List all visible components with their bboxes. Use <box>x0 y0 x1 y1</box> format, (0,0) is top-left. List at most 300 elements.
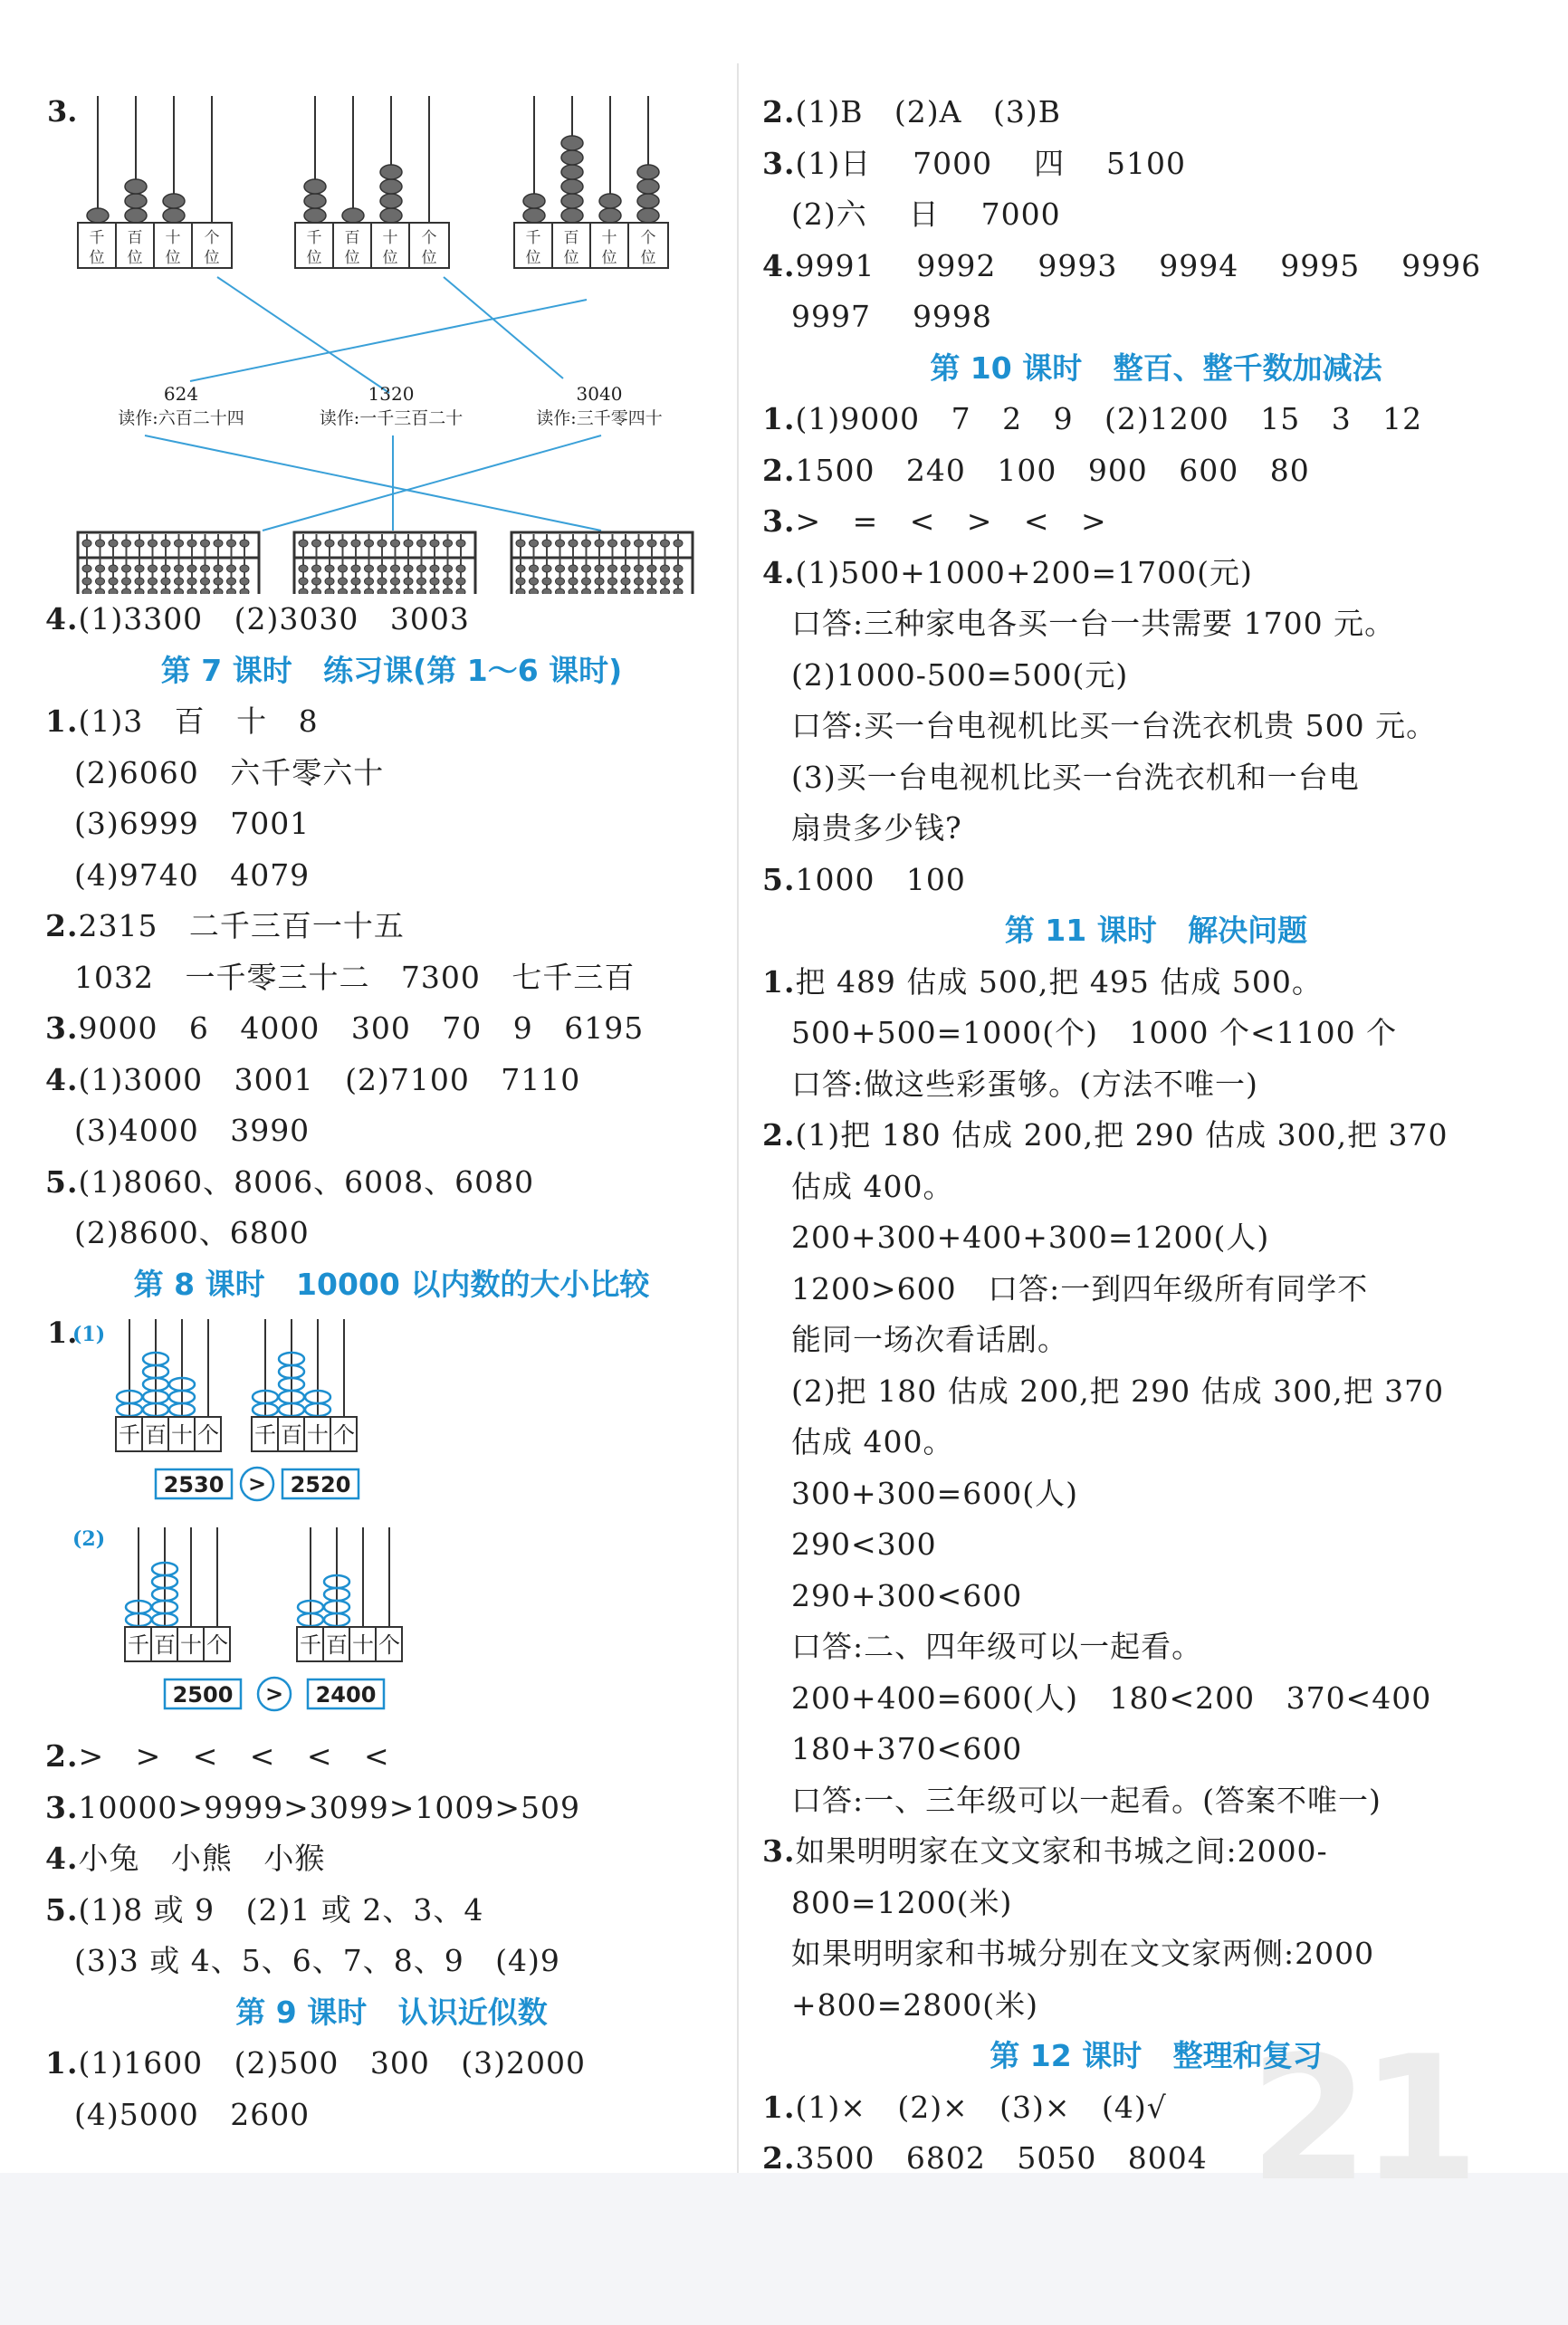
answer-text: 180+370<600 <box>791 1731 1023 1766</box>
abacus-bead <box>325 540 334 547</box>
answer-text: (2)1000-500=500(元) <box>791 656 1129 693</box>
svg-text:位: 位 <box>89 249 105 267</box>
abacus-bead <box>175 578 184 585</box>
answer-line <box>45 850 738 902</box>
svg-text:百: 百 <box>281 1422 302 1448</box>
abacus-bead <box>516 540 525 547</box>
svg-text:位: 位 <box>421 249 437 267</box>
abacus-bead <box>227 540 236 547</box>
abacus-bead <box>351 578 360 585</box>
answer-line <box>45 1208 738 1259</box>
svg-text:百: 百 <box>326 1632 348 1658</box>
abacus-bead <box>148 540 158 547</box>
top-abacus-1 <box>98 96 212 223</box>
number-label: 3040 <box>576 383 623 405</box>
answer-line <box>762 1417 1550 1469</box>
answer-text: 如果明明家和书城分别在文文家两侧:2000 <box>791 1936 1375 1971</box>
abacus-bead <box>530 540 539 547</box>
answer-line <box>762 1571 1550 1622</box>
answer-line <box>762 855 1550 906</box>
page-number-watermark: 21 <box>1249 2019 1471 2219</box>
abacus-bead <box>161 578 170 585</box>
answer-line <box>45 1157 738 1209</box>
answer-text: 能同一场次看话剧。 <box>791 1322 1068 1357</box>
abacus-bead <box>214 540 223 547</box>
abacus-bead <box>299 565 308 572</box>
q3-number: 3. <box>47 94 78 129</box>
abacus-bead <box>556 578 565 585</box>
question-number: 3. <box>762 1833 796 1869</box>
abacus-bead <box>339 540 348 547</box>
svg-text:百: 百 <box>145 1422 167 1448</box>
abacus-bead <box>556 565 565 572</box>
abacus-bead <box>582 565 591 572</box>
answer-line <box>762 1366 1550 1418</box>
question-number: 5. <box>45 1891 79 1928</box>
abacus-bead <box>109 578 118 585</box>
abacus-bead <box>214 565 223 572</box>
answer-line <box>762 1469 1550 1520</box>
abacus-bead <box>595 565 604 572</box>
answer-text: 扇贵多少钱? <box>791 810 962 846</box>
abacus-bead <box>647 565 656 572</box>
abacus-bead <box>187 540 196 547</box>
lesson-heading: 第 8 课时 10000 以内数的大小比较 <box>133 1266 650 1302</box>
answer-text: (1)把 180 估成 200,把 290 估成 300,把 370 <box>795 1117 1448 1153</box>
answer-text: 2315 二千三百一十五 <box>78 908 405 943</box>
abacus-bead <box>595 578 604 585</box>
answer-line <box>762 752 1550 804</box>
abacus-bead <box>444 565 453 572</box>
svg-text:1.: 1. <box>47 1316 78 1350</box>
question-number: 2. <box>45 1738 79 1774</box>
abacus-bead <box>351 540 360 547</box>
compare-1-b: 2520 <box>290 1472 351 1497</box>
compare-2-a: 2500 <box>172 1682 234 1708</box>
answer-text: (1)3000 3001 (2)7100 7110 <box>78 1061 581 1097</box>
answer-text: 9000 6 4000 300 70 9 6195 <box>78 1010 645 1046</box>
abacus-bead <box>621 540 630 547</box>
abacus-bead <box>417 565 426 572</box>
abacus-bead <box>201 578 210 585</box>
answer-text: 290<300 <box>791 1526 937 1562</box>
answer-text: 9991 9992 9993 9994 9995 9996 <box>795 247 1482 283</box>
answer-text: (1)B (2)A (3)B <box>795 94 1061 129</box>
abacus-bead <box>299 540 308 547</box>
abacus-bead <box>240 565 249 572</box>
abacus-bead <box>201 540 210 547</box>
abacus-bead <box>444 578 453 585</box>
svg-text:(2): (2) <box>72 1527 106 1551</box>
abacus-bead <box>404 565 413 572</box>
svg-text:十: 十 <box>165 229 181 247</box>
abacus-bead <box>82 565 91 572</box>
answer-text: 口答:一、三年级可以一起看。(答案不唯一) <box>791 1782 1382 1818</box>
answer-text: 200+300+400+300=1200(人) <box>791 1220 1270 1255</box>
svg-text:位: 位 <box>563 249 579 267</box>
svg-text:位: 位 <box>127 249 143 267</box>
answer-line <box>762 1162 1550 1213</box>
answer-line <box>762 1212 1550 1264</box>
number-label: 624 <box>163 383 199 405</box>
abacus-bead <box>135 578 144 585</box>
answer-text: 1500 240 100 900 600 80 <box>795 452 1310 488</box>
answer-line <box>762 598 1550 650</box>
abacus-bead <box>240 578 249 585</box>
abacus-bead <box>339 565 348 572</box>
question-number: 2. <box>762 94 796 129</box>
answer-text: +800=2800(米) <box>791 1986 1039 2023</box>
answer-line <box>45 1783 738 1834</box>
abacus-bead <box>148 578 158 585</box>
abacus-bead <box>312 540 321 547</box>
svg-text:个: 个 <box>197 1422 219 1448</box>
question-number: 4. <box>45 1841 79 1876</box>
svg-text:十: 十 <box>307 1422 329 1448</box>
abacus-bead <box>595 540 604 547</box>
answer-text: > > < < < < <box>78 1738 390 1774</box>
abacus-bead <box>365 578 374 585</box>
answer-line <box>45 696 738 748</box>
abacus-bead <box>365 540 374 547</box>
abacus-bead <box>391 578 400 585</box>
svg-text:位: 位 <box>204 249 220 267</box>
answer-line <box>762 1315 1550 1366</box>
answer-line <box>762 1826 1550 1878</box>
answer-line <box>762 139 1550 190</box>
pl-1a: 千 <box>89 229 105 247</box>
answer-line <box>762 189 1550 241</box>
abacus-bead <box>542 565 551 572</box>
answer-line <box>762 957 1550 1009</box>
answer-line <box>762 2133 1550 2185</box>
answer-line <box>45 799 738 850</box>
answer-line <box>762 1775 1550 1827</box>
answer-text: (3)买一台电视机比买一台洗衣机和一台电 <box>791 759 1360 795</box>
answer-line <box>45 1003 738 1055</box>
answer-line <box>762 701 1550 752</box>
abacus-bead <box>569 540 578 547</box>
answer-line <box>45 1731 738 1783</box>
answer-text: 1032 一千零三十二 7300 七千三百 <box>74 959 636 995</box>
read-label: 读作:六百二十四 <box>118 408 244 428</box>
lesson-heading: 第 11 课时 解决问题 <box>1004 913 1308 948</box>
answer-line <box>45 1936 738 1987</box>
question-number: 5. <box>762 861 796 897</box>
lesson-heading: 第 10 课时 整百、整千数加减法 <box>930 349 1382 386</box>
answer-text: 如果明明家在文文家和书城之间:2000- <box>795 1833 1328 1869</box>
abacus-bead <box>240 540 249 547</box>
question-number: 1. <box>762 963 796 1000</box>
question-number: 4. <box>762 554 796 590</box>
abacus-bead <box>312 578 321 585</box>
answer-text: (1)3 百 十 8 <box>78 703 319 739</box>
read-label: 读作:三千零四十 <box>536 408 663 428</box>
abacus-bead <box>161 540 170 547</box>
abacus-bead <box>647 540 656 547</box>
abacus-bead <box>516 578 525 585</box>
abacus-bead <box>109 540 118 547</box>
svg-text:十: 十 <box>352 1632 374 1658</box>
answer-line <box>45 2090 738 2141</box>
abacus-bead <box>96 565 105 572</box>
answer-line <box>45 1055 738 1106</box>
answer-text: (1)3300 (2)3030 3003 <box>78 601 470 636</box>
answer-line <box>762 292 1550 343</box>
question-number: 2. <box>762 452 796 488</box>
abacus-bead <box>569 565 578 572</box>
compare-2-op: > <box>264 1681 284 1707</box>
answer-text: (1)8060、8006、6008、6080 <box>78 1163 535 1200</box>
answer-text: (1)9000 7 2 9 (2)1200 15 3 12 <box>795 401 1423 436</box>
abacus-bead <box>365 565 374 572</box>
answer-text: 估成 400。 <box>791 1168 954 1204</box>
svg-text:千: 千 <box>306 229 322 247</box>
svg-text:位: 位 <box>601 249 617 267</box>
svg-text:千: 千 <box>119 1422 140 1448</box>
abacus-bead <box>647 578 656 585</box>
svg-text:百: 百 <box>127 229 143 247</box>
lesson-heading: 第 12 课时 整理和复习 <box>990 2038 1323 2073</box>
answer-text: 10000>9999>3099>1009>509 <box>78 1789 580 1825</box>
answer-line <box>762 1724 1550 1775</box>
answer-line <box>45 2038 738 2090</box>
abacus-bead <box>516 565 525 572</box>
abacus-bead <box>530 578 539 585</box>
abacus-bead <box>378 565 387 572</box>
abacus-bead <box>82 540 91 547</box>
abacus-bead <box>661 578 670 585</box>
question-number: 1. <box>45 2045 79 2081</box>
svg-text:十: 十 <box>180 1632 202 1658</box>
svg-text:位: 位 <box>344 249 360 267</box>
svg-text:千: 千 <box>128 1632 149 1658</box>
top-abacus-3 <box>534 96 648 223</box>
answer-line <box>762 1519 1550 1571</box>
question-number: 3. <box>762 145 796 181</box>
answer-line <box>45 1833 738 1885</box>
answer-text: (2)把 180 估成 200,把 290 估成 300,把 370 <box>791 1373 1445 1409</box>
answer-text: 小兔 小熊 小猴 <box>78 1841 326 1876</box>
answer-text: 把 489 估成 500,把 495 估成 500。 <box>795 963 1323 1000</box>
q1-compare-figure <box>45 1310 738 1731</box>
abacus-matching-svg <box>45 87 738 594</box>
abacus-bead <box>608 540 617 547</box>
answer-line <box>762 803 1550 855</box>
abacus-bead <box>621 565 630 572</box>
answer-line <box>45 594 738 646</box>
abacus-bead <box>404 578 413 585</box>
answer-line <box>762 1264 1550 1316</box>
abacus-bead <box>661 565 670 572</box>
abacus-bead <box>608 578 617 585</box>
abacus-bead <box>339 578 348 585</box>
top-abacus-2 <box>315 96 429 223</box>
abacus-bead <box>299 578 308 585</box>
abacus-bead <box>82 578 91 585</box>
answer-line <box>762 445 1550 497</box>
abacus-bead <box>635 578 644 585</box>
answer-line <box>762 394 1550 445</box>
answer-text: (2)六 日 7000 <box>791 196 1061 232</box>
answer-line <box>762 1059 1550 1111</box>
question-number: 1. <box>762 2089 796 2125</box>
question-number: 3. <box>762 503 796 539</box>
abacus-bead <box>378 540 387 547</box>
abacus-bead <box>430 578 439 585</box>
compare-abacus-svg <box>45 1310 738 1731</box>
svg-text:位: 位 <box>640 249 656 267</box>
q3-matching-figure <box>45 87 738 594</box>
answer-text: (1)× (2)× (3)× (4)√ <box>795 2089 1167 2125</box>
answer-line <box>762 87 1550 139</box>
answer-text: 9997 9998 <box>791 299 992 334</box>
abacus-bead <box>635 565 644 572</box>
matching-lines-lower <box>145 435 601 531</box>
answer-line <box>762 1110 1550 1162</box>
abacus-bead <box>417 540 426 547</box>
svg-text:位: 位 <box>165 249 181 267</box>
question-number: 2. <box>762 2140 796 2176</box>
abacus-bead <box>214 578 223 585</box>
abacus-bead <box>635 540 644 547</box>
right-column <box>762 87 1550 2185</box>
answer-text: (2)6060 六千零六十 <box>74 754 385 790</box>
abacus-bead <box>175 540 184 547</box>
lesson-heading: 第 7 课时 练习课(第 1～6 课时) <box>160 652 623 688</box>
svg-text:十: 十 <box>601 229 617 247</box>
abacus-bead <box>404 540 413 547</box>
compare-2-b: 2400 <box>315 1682 377 1708</box>
number-label: 1320 <box>368 383 415 405</box>
svg-text:位: 位 <box>306 249 322 267</box>
answer-text: 200+400=600(人) 180<200 370<400 <box>791 1679 1432 1716</box>
answer-line <box>762 1980 1550 2032</box>
answer-text: 口答:二、四年级可以一起看。 <box>791 1629 1203 1664</box>
answer-text: 估成 400。 <box>791 1424 954 1459</box>
abacus-bead <box>227 565 236 572</box>
svg-text:十: 十 <box>382 229 398 247</box>
answer-line <box>762 548 1550 599</box>
answer-line <box>45 1885 738 1937</box>
abacus-bead <box>674 565 683 572</box>
svg-text:(1): (1) <box>72 1323 106 1346</box>
question-number: 3. <box>45 1010 79 1046</box>
answer-line <box>762 1878 1550 1929</box>
abacus-bead <box>674 540 683 547</box>
answer-text: 1200>600 口答:一到四年级所有同学不 <box>791 1270 1369 1306</box>
answer-text: (1)1600 (2)500 300 (3)2000 <box>78 2045 587 2081</box>
svg-text:百: 百 <box>344 229 360 247</box>
abacus-bead <box>430 540 439 547</box>
abacus-bead <box>122 565 131 572</box>
abacus-bead <box>135 565 144 572</box>
answer-line <box>762 2082 1550 2134</box>
abacus-bead <box>530 565 539 572</box>
answer-text: 1000 100 <box>795 861 966 897</box>
abacus-bead <box>430 565 439 572</box>
matching-lines-upper <box>190 277 587 393</box>
question-number: 4. <box>45 1061 79 1097</box>
abacus-bead <box>569 578 578 585</box>
abacus-bead <box>227 578 236 585</box>
question-number: 4. <box>45 601 79 636</box>
abacus-bead <box>582 578 591 585</box>
abacus-bead <box>96 540 105 547</box>
abacus-bead <box>325 565 334 572</box>
answer-text: 800=1200(米) <box>791 1884 1013 1920</box>
answer-line <box>45 901 738 952</box>
question-number: 4. <box>762 247 796 283</box>
answer-line <box>762 1673 1550 1725</box>
answer-text: (4)5000 2600 <box>74 2096 311 2132</box>
abacus-bead <box>187 578 196 585</box>
answer-text: (1)500+1000+200=1700(元) <box>795 554 1253 590</box>
question-number: 5. <box>45 1163 79 1200</box>
abacus-bead <box>325 578 334 585</box>
abacus-bead <box>378 578 387 585</box>
svg-text:千: 千 <box>525 229 541 247</box>
answer-text: > = < > < > <box>795 503 1107 539</box>
svg-text:个: 个 <box>333 1422 355 1448</box>
svg-text:百: 百 <box>563 229 579 247</box>
answer-text: (3)3 或 4、5、6、7、8、9 (4)9 <box>74 1943 560 1978</box>
abacus-bead <box>175 565 184 572</box>
answer-line <box>762 496 1550 548</box>
abacus-bead <box>542 578 551 585</box>
svg-text:个: 个 <box>204 229 220 247</box>
question-number: 3. <box>45 1789 79 1825</box>
answer-line <box>762 241 1550 292</box>
read-label: 读作:一千三百二十 <box>319 408 464 428</box>
svg-text:千: 千 <box>254 1422 276 1448</box>
answer-text: (3)6999 7001 <box>74 806 311 841</box>
answer-text: (1)日 7000 四 5100 <box>795 145 1187 181</box>
answer-line <box>45 748 738 799</box>
abacus-bead <box>148 565 158 572</box>
svg-text:位: 位 <box>382 249 398 267</box>
answer-text: (1)8 或 9 (2)1 或 2、3、4 <box>78 1891 484 1928</box>
abacus-bead <box>456 540 465 547</box>
left-column <box>45 87 738 2140</box>
abacus-bead <box>312 565 321 572</box>
answer-line <box>762 1008 1550 1059</box>
lesson-heading: 第 9 课时 认识近似数 <box>235 1994 548 2030</box>
answer-text: 3500 6802 5050 8004 <box>795 2140 1208 2176</box>
svg-text:个: 个 <box>421 229 437 247</box>
abacus-bead <box>122 540 131 547</box>
abacus-bead <box>135 540 144 547</box>
answer-line <box>762 1622 1550 1673</box>
left-answers-part-a <box>45 594 738 1310</box>
question-number: 1. <box>762 401 796 436</box>
abacus-bead <box>621 578 630 585</box>
answer-text: 口答:买一台电视机比买一台洗衣机贵 500 元。 <box>791 708 1438 743</box>
answer-line <box>45 952 738 1004</box>
abacus-bead <box>201 565 210 572</box>
abacus-bead <box>96 578 105 585</box>
answer-text: 300+300=600(人) <box>791 1475 1079 1511</box>
answer-text: 口答:三种家电各买一台一共需要 1700 元。 <box>791 606 1396 641</box>
abacus-bead <box>122 578 131 585</box>
abacus-bead <box>542 540 551 547</box>
answer-line <box>762 650 1550 702</box>
answer-text: (2)8600、6800 <box>74 1215 310 1250</box>
question-number: 2. <box>45 908 79 943</box>
answer-text: (4)9740 4079 <box>74 856 311 893</box>
answer-text: (3)4000 3990 <box>74 1113 311 1148</box>
answer-line <box>45 1105 738 1157</box>
